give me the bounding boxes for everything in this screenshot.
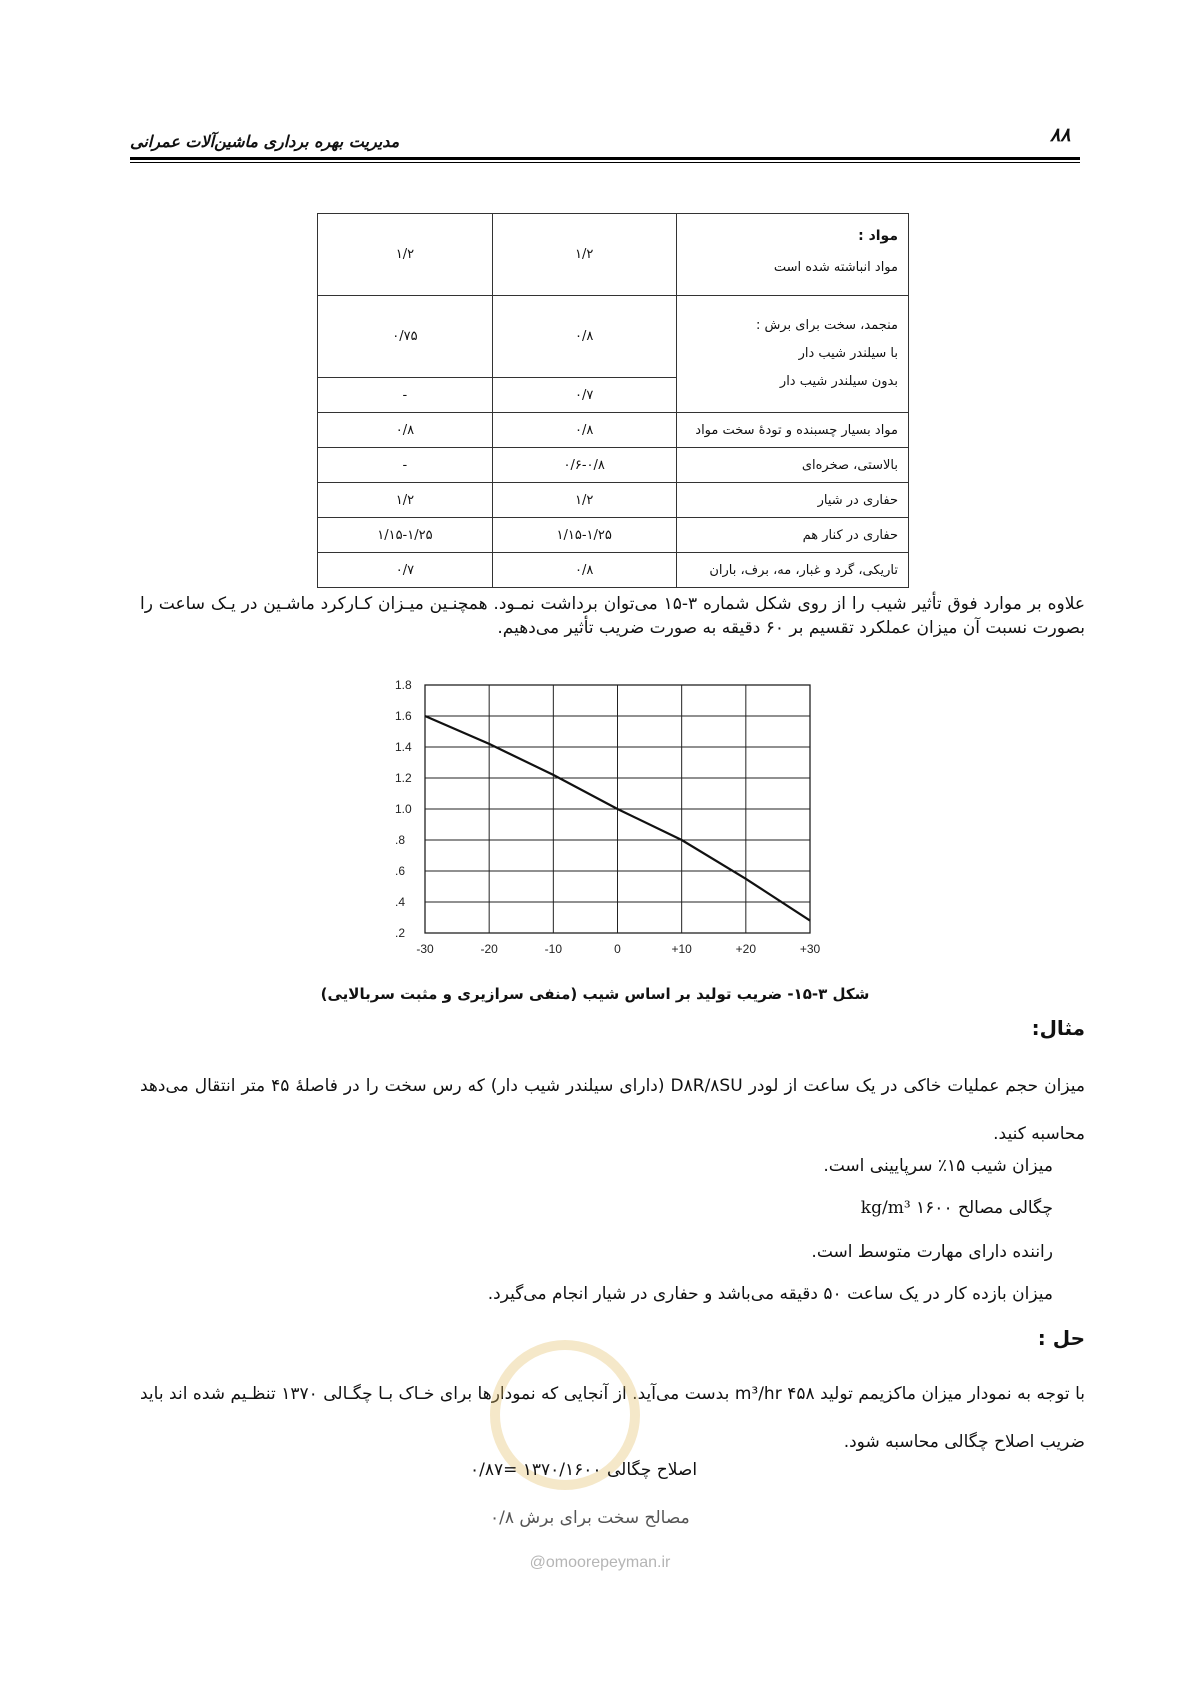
density-unit: kg/m³: [860, 1198, 911, 1218]
table-cell: ۱/۱۵-۱/۲۵: [318, 518, 493, 553]
x-tick-label: +30: [799, 942, 821, 956]
example-efficiency: میزان بازده کار در یک ساعت ۵۰ دقیقه می‌باشد و حفاری در شیار انجام می‌گیرد.: [487, 1284, 1053, 1304]
formula-label: اصلاح چگالی: [606, 1460, 698, 1480]
table-cell-label: تاریکی، گرد و غبار، مه، برف، باران: [676, 553, 908, 588]
intro-paragraph: علاوه بر موارد فوق تأثیر شیب را از روی شکل شماره ۳-۱۵ می‌توان برداشت نمـود. همچنـین میـزان کـارکرد ماشـین در یـک ساعت را بصورت نسبت آن میزان عملکرد تقسیم بر ۶۰ دقیقه به صورت ضریب تأثیر می‌دهیم.: [140, 594, 1085, 638]
table-cell: ۰/۸: [318, 413, 493, 448]
table-cell: ۱/۲: [492, 483, 676, 518]
table-cell: ۰/۶-۰/۸: [492, 448, 676, 483]
table-cell-label: حفاری در شیار: [676, 483, 908, 518]
table-cell-label: [676, 296, 908, 413]
watermark-text: @omoorepeyman.ir: [529, 1554, 671, 1571]
table-cell-label: حفاری در کنار هم: [676, 518, 908, 553]
formula-density-correction: [470, 1460, 697, 1480]
example-problem: میزان حجم عملیات خاکی در یک ساعت از لودر D۸R/۸SU (دارای سیلندر شیب دار) که رس سخت را در فاصلهٔ ۴۵ متر انتقال می‌دهد محاسبه کنید.: [140, 1076, 1085, 1144]
example-slope: میزان شیب ۱۵٪ سرپایینی است.: [823, 1156, 1053, 1176]
y-tick-label: 1.2: [395, 771, 412, 785]
table-cell-label: مواد بسیار چسبنده و تودهٔ سخت مواد: [676, 413, 908, 448]
table-row: [318, 483, 909, 518]
table-row: [318, 553, 909, 588]
table-row: [318, 214, 909, 296]
y-tick-label: .8: [395, 833, 406, 847]
y-tick-label: 1.4: [395, 740, 412, 754]
example-driver: راننده دارای مهارت متوسط است.: [811, 1242, 1053, 1262]
table-cell: ۰/۸: [492, 413, 676, 448]
table-row: [318, 413, 909, 448]
solution-text: با توجه به نمودار میزان ماکزیمم تولید ۴۵۸ m³/hr بدست می‌آید. از آنجایی که نمودارها برای خـاک بـا چگـالی ۱۳۷۰ تنظـیم شده اند باید ضریب اصلاح چگالی محاسبه شود.: [140, 1384, 1085, 1452]
correction-factor-table: [317, 213, 909, 588]
y-tick-label: .4: [395, 895, 406, 909]
table-cell: -: [318, 448, 493, 483]
y-tick-label: 1.8: [395, 678, 412, 692]
y-tick-label: .6: [395, 864, 406, 878]
table-row: [318, 518, 909, 553]
table-row: [318, 296, 909, 378]
table-cell: ۰/۸: [492, 553, 676, 588]
table-label: بدون سیلندر شیب دار: [779, 374, 898, 389]
table-label: منجمد، سخت برای برش :: [755, 318, 898, 333]
y-tick-label: 1.6: [395, 709, 412, 723]
formula-value: ۱۳۷۰/۱۶۰۰ =۰/۸۷: [470, 1460, 602, 1480]
running-header-title: مدیریت بهره برداری ماشین‌آلات عمرانی: [130, 132, 400, 151]
table-cell: ۱/۲: [492, 214, 676, 296]
table-label: مواد انباشته شده است: [773, 259, 898, 275]
header-rule-thin: [130, 162, 1080, 163]
density-label: چگالی مصالح: [957, 1198, 1053, 1218]
example-heading: مثال:: [1031, 1016, 1085, 1040]
table-cell-label: بالاستی، صخره‌ای: [676, 448, 908, 483]
chart-x-ticks: [416, 942, 820, 956]
solution-heading: حل :: [1037, 1326, 1085, 1350]
figure-caption: شکل ۳-۱۵- ضریب تولید بر اساس شیب (منفی سرازیری و مثبت سربالایی): [320, 985, 870, 1003]
formula-hard-material: [490, 1508, 690, 1528]
y-tick-label: 1.0: [395, 802, 412, 816]
table-cell: ۰/۷: [318, 553, 493, 588]
density-value: ۱۶۰۰: [916, 1198, 953, 1218]
chart-y-ticks: [395, 678, 412, 940]
header-rule: [130, 157, 1080, 160]
x-tick-label: -20: [480, 942, 498, 956]
x-tick-label: +20: [735, 942, 757, 956]
table-cell: ۰/۷: [492, 378, 676, 413]
table-cell: ۰/۸: [492, 296, 676, 378]
formula-value: ۰/۸: [490, 1508, 514, 1528]
table-label: با سیلندر شیب دار: [798, 346, 898, 361]
table-cell: -: [318, 378, 493, 413]
x-tick-label: 0: [614, 942, 621, 956]
table-cell-label: [676, 214, 908, 296]
x-tick-label: +10: [671, 942, 692, 956]
slope-factor-chart: [385, 675, 825, 975]
x-tick-label: -30: [416, 942, 434, 956]
table-cell: ۰/۷۵: [318, 296, 493, 378]
example-density: [140, 1198, 1053, 1218]
formula-label: مصالح سخت برای برش: [519, 1508, 690, 1528]
table-row: [318, 448, 909, 483]
y-tick-label: .2: [395, 926, 406, 940]
table-cell: ۱/۱۵-۱/۲۵: [492, 518, 676, 553]
table-cell: ۱/۲: [318, 214, 493, 296]
table-cell: ۱/۲: [318, 483, 493, 518]
x-tick-label: -10: [544, 942, 563, 956]
page-number: ۸۸: [1050, 124, 1071, 146]
materials-heading: مواد :: [858, 227, 898, 244]
